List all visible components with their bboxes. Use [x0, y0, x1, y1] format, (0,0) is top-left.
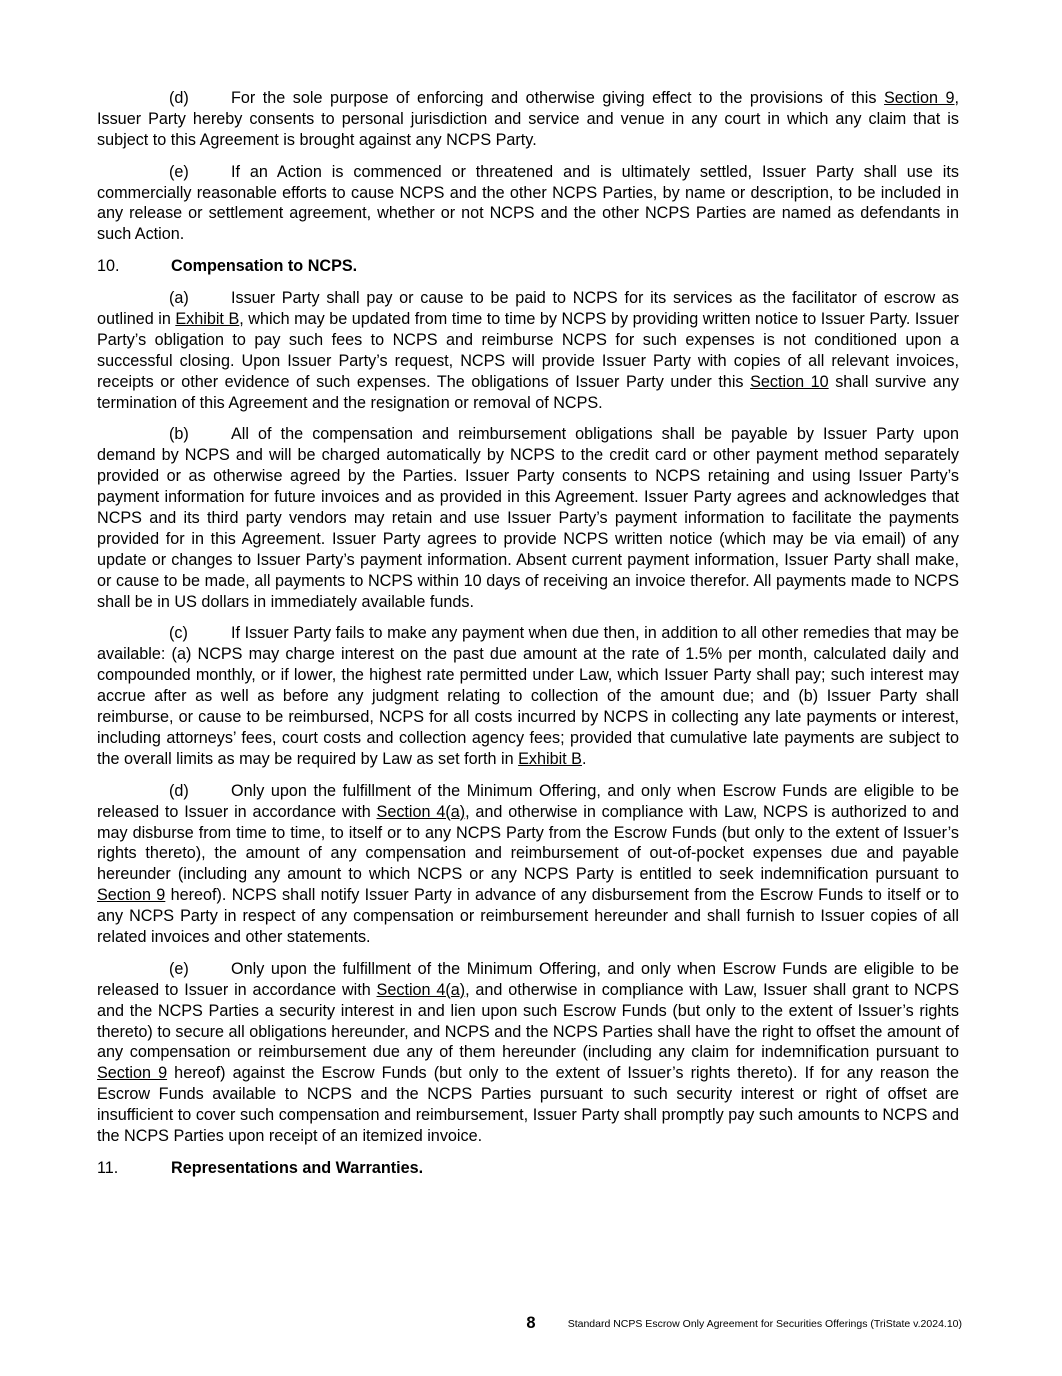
paragraph-label-9e: (e)	[169, 162, 189, 181]
paragraph-10e-text-2: , and otherwise in compliance with Law, Issuer shall grant to NCPS and the NCPS Parties a security interest in and lien upon such Escrow Funds (but only to the extent of Issuer’s rights thereto) to secure all obligations hereunder, and NCPS and the NCPS Parties shall have the right to offset the amount of any compensation or reimbursement due any of them hereunder (including any claim for indemnification pursuant to	[97, 980, 960, 1062]
paragraph-10e-text-1: Only upon the fulfillment of the Minimum Offering, and only when Escrow Funds are eligible to be released to Issuer in accordance with	[97, 959, 959, 999]
paragraph-10d-text-2: , and otherwise in compliance with Law, NCPS is authorized to and may disburse from time to time, to itself or to any NCPS Party from the Escrow Funds (but only to the extent of Issuer’s rights thereto), the amount of any compensation and reimbursement of out-of-pocket expenses due and payable hereunder (including any amount to which NCPS or any NCPS Party is entitled to seek indemnification pursuant to	[97, 802, 959, 884]
paragraph-9d-text-2: , Issuer Party hereby consents to personal jurisdiction and service and venue in any court in which any claim that is subject to this Agreement is brought against any NCPS Party.	[97, 89, 959, 149]
page-number: 8	[526, 1314, 536, 1332]
paragraph-10a-text-1: Issuer Party shall pay or cause to be paid to NCPS for its services as the facilitator of escrow as outlined in	[97, 289, 959, 329]
paragraph-label-10b: (b)	[169, 425, 189, 444]
paragraph-9e-text: If an Action is commenced or threatened and is ultimately settled, Issuer Party shall use its commercially reasonable efforts to cause NCPS and the other NCPS Parties, by name or description, to be included in any release or settlement agreement, whether or not NCPS and the other NCPS Parties are named as defendants in such Action.	[97, 162, 959, 244]
section-title-10: Compensation to NCPS.	[171, 257, 358, 276]
paragraph-label-10a: (a)	[169, 289, 189, 308]
paragraph-10a-text-2: , which may be updated from time to time by NCPS by providing written notice to Issuer Party. Issuer Party’s obligation to pay such fees to NCPS and reimburse NCPS for such expenses is not conditioned upon a successful closing. Upon Issuer Party’s request, NCPS will provide Issuer Party with copies of all relevant invoices, receipts or other evidence of such expenses. The obligations of Issuer Party under this	[97, 310, 959, 391]
paragraph-10e-text-3: hereof) against the Escrow Funds (but only to the extent of Issuer’s rights thereto). If for any reason the Escrow Funds available to NCPS and the NCPS Parties pursuant to such security interest or right of offset are insufficient to cover such compensation and reimbursement, Issuer Party shall promptly pay such amounts to NCPS and the NCPS Parties upon receipt of an itemized invoice.	[97, 1064, 959, 1145]
cross-reference-section-10[interactable]: Section 10	[750, 372, 829, 391]
paragraph-10b	[97, 424, 959, 612]
footer-note: Standard NCPS Escrow Only Agreement for Securities Offerings (TriState v.2024.10)	[567, 1318, 962, 1330]
paragraph-10d	[97, 781, 959, 948]
paragraph-10b-text: All of the compensation and reimbursement obligations shall be payable by Issuer Party upon demand by NCPS and will be charged automatically by NCPS to the credit card or other payment method separately provided or as otherwise agreed by the Parties. Issuer Party consents to NCPS retaining and using Issuer Party’s payment information for future invoices and as provided in this Agreement. Issuer Party agrees and acknowledges that NCPS and its third party vendors may retain and use Issuer Party’s payment information to facilitate the payments provided for in this Agreement. Issuer Party agrees to provide NCPS written notice (which may be via email) of any update or changes to Issuer Party’s payment information. Absent current payment information, Issuer Party shall make, or cause to be made, all payments to NCPS within 10 days of receiving an invoice therefor. All payments made to NCPS shall be in US dollars in immediately available funds.	[97, 425, 959, 611]
document-body	[97, 88, 959, 1190]
cross-reference-section-9-2[interactable]: Section 9	[97, 886, 166, 905]
paragraph-10d-text-1: Only upon the fulfillment of the Minimum Offering, and only when Escrow Funds are eligible to be released to Issuer in accordance with	[97, 781, 959, 821]
paragraph-10c	[97, 623, 959, 769]
paragraph-9e	[97, 162, 959, 246]
paragraph-label-10d: (d)	[169, 781, 189, 800]
paragraph-10a-text-3: shall survive any termination of this Agreement and the resignation or removal of NCPS.	[97, 372, 959, 412]
paragraph-9d	[97, 88, 959, 151]
cross-reference-section-4a[interactable]: Section 4(a)	[376, 802, 466, 821]
page-footer	[0, 1314, 1062, 1338]
cross-reference-exhibit-b-2[interactable]: Exhibit B	[518, 749, 582, 768]
cross-reference-section-4a-2[interactable]: Section 4(a)	[376, 980, 466, 999]
paragraph-10c-text-2: .	[581, 749, 587, 768]
section-number-11: 11.	[97, 1158, 119, 1177]
paragraph-label-10e: (e)	[169, 959, 189, 978]
paragraph-label-10c: (c)	[169, 624, 188, 643]
paragraph-10e	[97, 959, 959, 1147]
section-heading-11	[97, 1158, 959, 1179]
paragraph-9d-text-1: For the sole purpose of enforcing and otherwise giving effect to the provisions of this	[231, 89, 884, 107]
section-title-11: Representations and Warranties.	[171, 1158, 424, 1177]
paragraph-10d-text-3: hereof). NCPS shall notify Issuer Party in advance of any disbursement from the Escrow Funds to itself or to any NCPS Party in respect of any compensation or reimbursement hereunder and shall furnish to Issuer copies of all related invoices and other statements.	[97, 886, 959, 946]
cross-reference-section-9[interactable]: Section 9	[884, 89, 955, 107]
section-number-10: 10.	[97, 257, 120, 276]
cross-reference-section-9-3[interactable]: Section 9	[97, 1064, 168, 1083]
section-heading-10	[97, 256, 959, 277]
paragraph-label-9d: (d)	[169, 89, 189, 107]
paragraph-10a	[97, 288, 959, 413]
paragraph-10c-text-1: If Issuer Party fails to make any payment when due then, in addition to all other remedies that may be available: (a) NCPS may charge interest on the past due amount at the rate of 1.5% per month, calculated daily and compounded monthly, or if lower, the highest rate permitted under Law, which Issuer Party shall pay; such interest may accrue after as well as before any judgment relating to collection of the amount due; and (b) Issuer Party shall reimburse, or cause to be reimbursed, NCPS for all costs incurred by NCPS in collecting any late payments or interest, including attorneys’ fees, court costs and collection agency fees; provided that cumulative late payments are subject to the overall limits as may be required by Law as set forth in	[97, 624, 959, 768]
cross-reference-exhibit-b[interactable]: Exhibit B	[175, 310, 240, 329]
